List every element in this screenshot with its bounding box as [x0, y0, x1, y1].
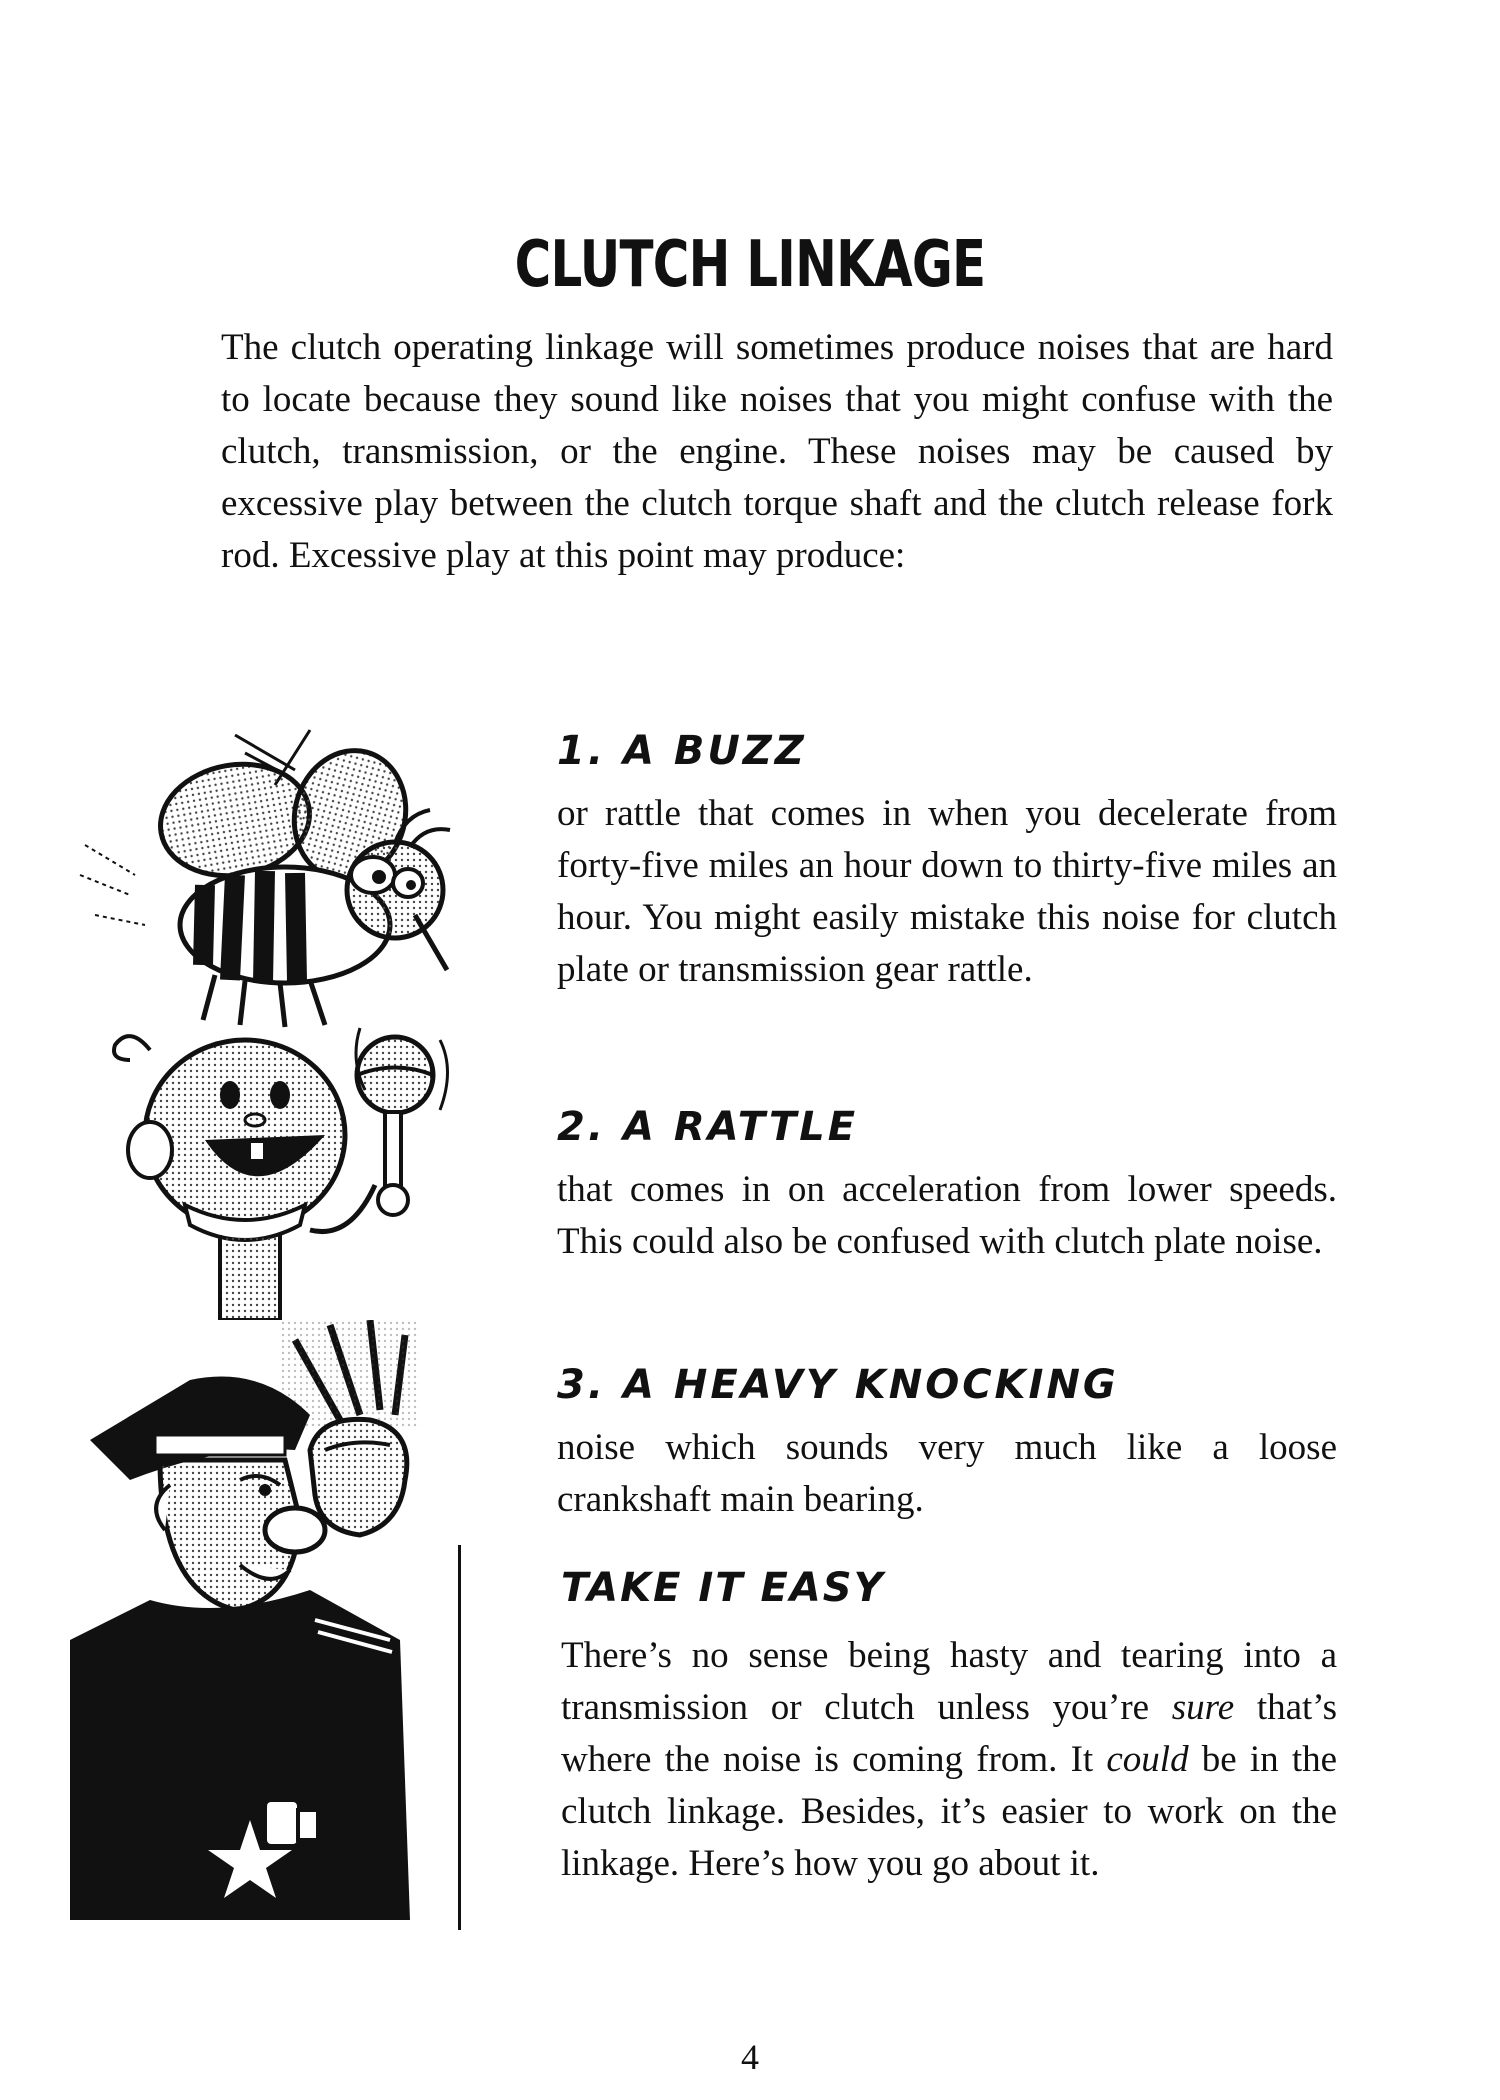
page-title: CLUTCH LINKAGE: [514, 228, 986, 302]
take-it-easy-text-2: that’s where the noise is coming from. It: [561, 1687, 1337, 1780]
emphasis-sure: sure: [1171, 1687, 1235, 1728]
page-number: 4: [741, 2037, 759, 2077]
take-it-easy-text-3: be in the clutch linkage. Besides, it’s easier to work on the linkage. Here’s how you go about it.: [561, 1739, 1338, 1884]
section-body-take-it-easy: [561, 1630, 1337, 1890]
section-body-buzz: or rattle that comes in when you decelerate from forty-five miles an hour down to thirty-five miles an hour. You might easily mistake this noise for clutch plate or transmission gear rattle.: [557, 793, 1337, 990]
intro-paragraph: The clutch operating linkage will sometimes produce noises that are hard to locate because they sound like noises that you might confuse with the clutch, transmission, or the engine. These noises may be caused by excessive play between the clutch torque shaft and the clutch release fork rod. Excessive play at this point may produce:: [221, 327, 1333, 576]
bee-icon: [75, 725, 475, 1045]
section-body-rattle: that comes in on acceleration from lower speeds. This could also be confused with clutch plate noise.: [557, 1169, 1337, 1262]
baby-with-rattle-icon: [110, 1020, 490, 1320]
section-heading-knocking: 3. A HEAVY KNOCKING: [557, 1362, 1119, 1408]
policeman-knocking-icon: [70, 1320, 470, 1920]
vertical-divider-line: [458, 1545, 461, 1930]
section-body-knocking: noise which sounds very much like a loose crankshaft main bearing.: [557, 1427, 1337, 1520]
section-heading-buzz: 1. A BUZZ: [557, 728, 807, 774]
section-heading-rattle: 2. A RATTLE: [557, 1104, 859, 1150]
emphasis-could: could: [1106, 1739, 1189, 1780]
take-it-easy-text-1: There’s no sense being hasty and tearing into a transmission or clutch unless you’re: [561, 1635, 1337, 1728]
section-heading-take-it-easy: TAKE IT EASY: [561, 1565, 885, 1611]
